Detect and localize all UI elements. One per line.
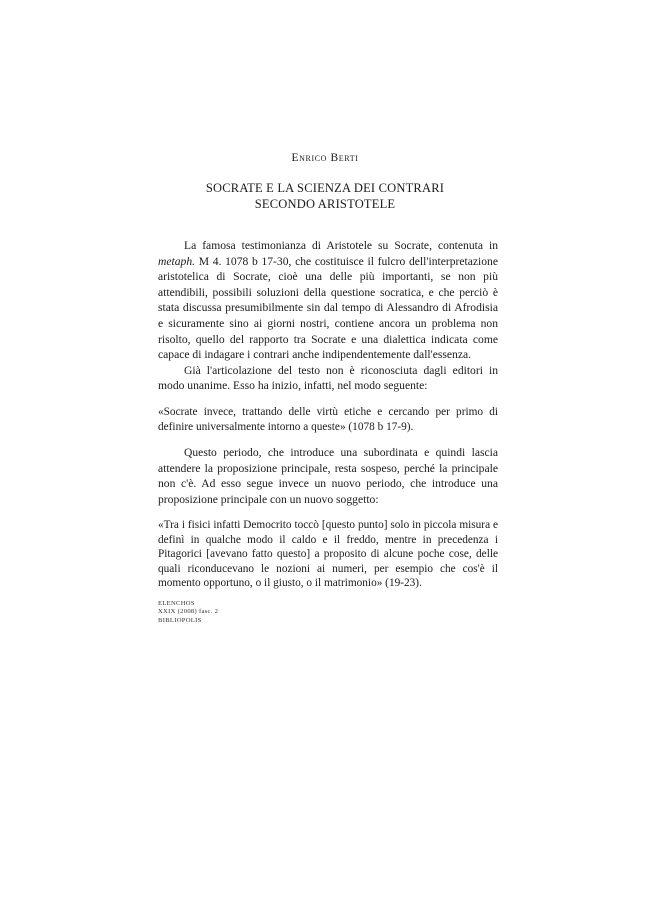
paragraph-1-italic: metaph. bbox=[158, 254, 196, 268]
block-quote-2 bbox=[158, 518, 498, 591]
footer-journal-name: ELENCHOS bbox=[158, 600, 195, 607]
quote-1-text: «Socrate invece, trattando delle virtù etiche e cercando per primo di definire universalmente intorno a queste» (1078 b 17-9). bbox=[158, 406, 498, 433]
journal-footer bbox=[158, 600, 218, 625]
paragraph-3: Questo periodo, che introduce una subordinata e quindi lascia attendere la proposizione principale, resta sospeso, perché la principale non c'è. Ad esso segue invece un nuovo periodo, che introduce una proposizione principale con un nuovo soggetto: bbox=[158, 446, 498, 506]
block-quote-1 bbox=[158, 405, 498, 434]
quote-2-text: «Tra i fisici infatti Democrito toccò [questo punto] solo in piccola misura e definì in qualche modo il caldo e il freddo, mentre in precedenza i Pitagorici [avevano fatto questo] a proposito di alcune poche cose, delle quali riconducevano le nozioni ai numeri, per esempio che cos'è il momento opportuno, o il giusto, o il matrimonio» (19-23). bbox=[158, 519, 498, 590]
paragraph-1-rest: M 4. 1078 b 17-30, che costituisce il fulcro dell'interpretazione aristotelica di Socrate, cioè una delle più importanti, se non più attendibili, possibili soluzioni della questione socratica, e che perciò è stata discussa presumibilmente sin dal tempo di Alessandro di Afrodisia e sicuramente sino ai giorni nostri, contiene ancora un problema non risolto, quello del rapporto tra Socrate e una dialettica indicata come capace di indagare i contrari anche indipendentemente dall'essenza. bbox=[158, 254, 498, 362]
paragraph-1-start: La famosa testimonianza di Aristotele su Socrate, contenuta in bbox=[184, 239, 498, 252]
footer-publisher: BIBLIOPOLIS bbox=[158, 616, 202, 624]
body-text-block-2 bbox=[158, 445, 498, 507]
paragraph-1 bbox=[158, 238, 498, 363]
footer-volume: XXIX (2008) fasc. 2 bbox=[158, 608, 219, 616]
author-name: Enrico Berti bbox=[291, 152, 359, 164]
paragraph-2: Già l'articolazione del testo non è riconosciuta dagli editori in modo unanime. Esso ha inizio, infatti, nel modo seguente: bbox=[158, 363, 498, 393]
body-text-block-1 bbox=[158, 238, 498, 394]
title-line-2: SECONDO ARISTOTELE bbox=[254, 197, 396, 211]
title-line-1: SOCRATE E LA SCIENZA DEI CONTRARI bbox=[205, 181, 445, 195]
article-title bbox=[0, 180, 650, 212]
